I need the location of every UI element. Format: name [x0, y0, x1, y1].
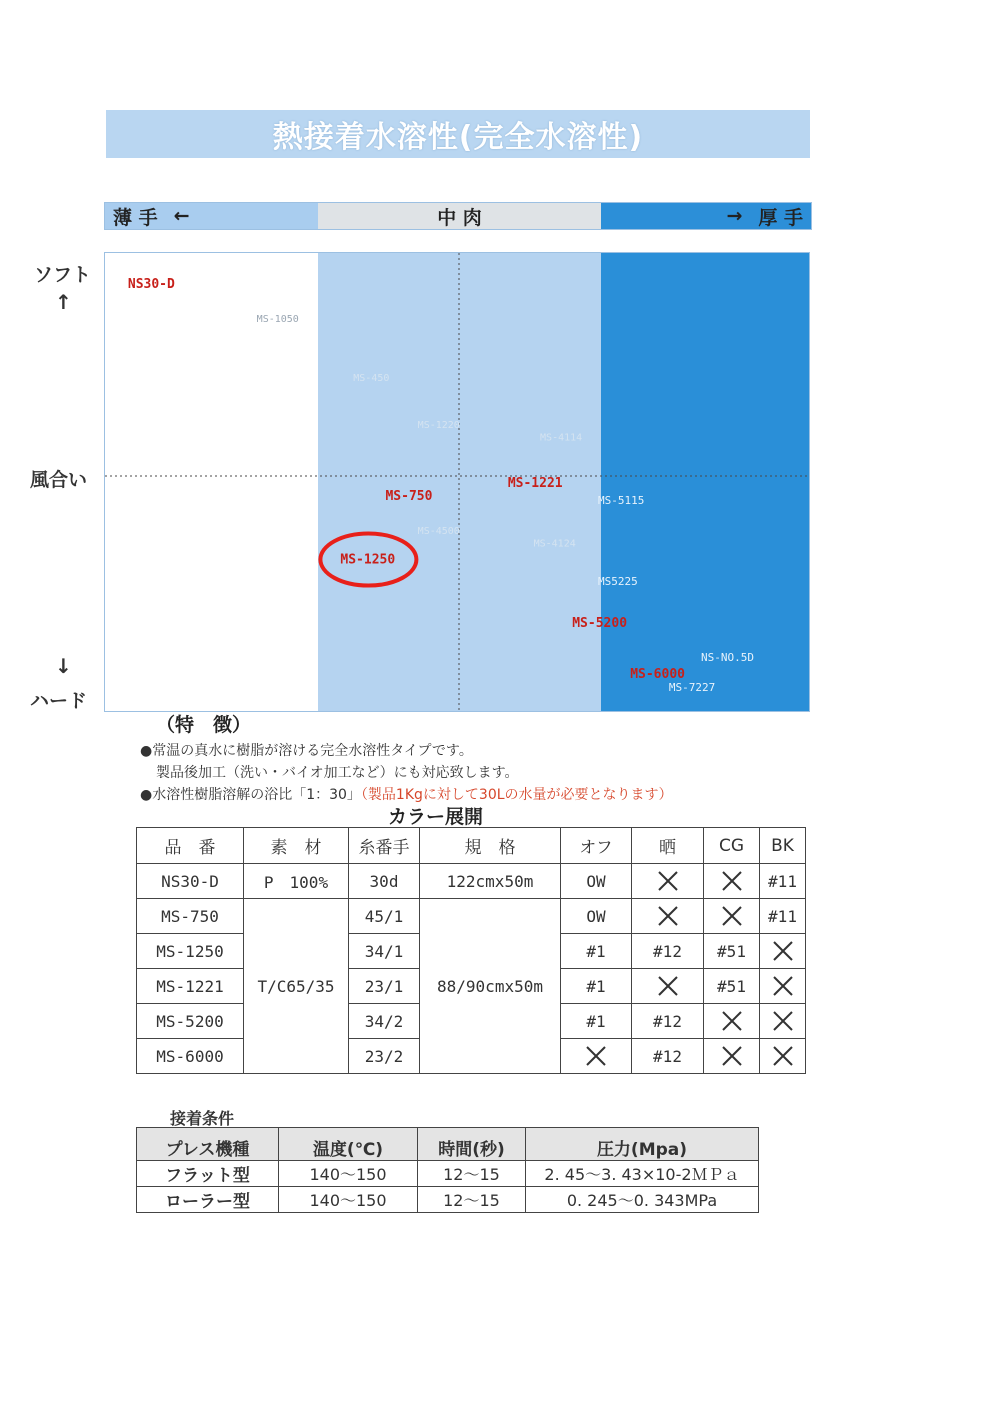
point-label: MS-4114: [540, 432, 583, 444]
bond-table-header: [137, 1128, 759, 1161]
x-mark-icon: [772, 1045, 794, 1067]
up-arrow-icon: ↑: [55, 290, 72, 314]
point-label: NS-NO.5D: [701, 651, 755, 665]
cell-bk: #11: [760, 864, 806, 899]
cell-press-type: フラット型: [137, 1161, 279, 1187]
cell-cg: [704, 864, 760, 899]
bond-table-title: 接着条件: [170, 1109, 235, 1128]
point-label: MS-4124: [533, 538, 576, 550]
cell-time: 12〜15: [418, 1161, 526, 1187]
features-title: （特 徴）: [156, 714, 252, 736]
thick-segment: [601, 203, 811, 229]
header-press-type: プレス機種: [137, 1128, 279, 1161]
cell-code: MS-750: [137, 899, 244, 934]
page-title: 熱接着水溶性(完全水溶性): [272, 120, 644, 155]
hard-label: ハード: [30, 690, 88, 712]
header-yarn: 糸番手: [349, 828, 420, 864]
point-label: MS-6000: [630, 667, 685, 683]
cell-temperature: 140〜150: [279, 1161, 418, 1187]
cell-yarn: 45/1: [349, 899, 420, 934]
point-label: MS-7227: [668, 680, 716, 694]
x-mark-icon: [657, 905, 679, 927]
color-table-title: カラー展開: [388, 806, 484, 828]
x-mark-icon: [721, 905, 743, 927]
cell-bleach: [632, 969, 704, 1004]
cell-bleach: #12: [632, 1004, 704, 1039]
feature-line-2: 製品後加工（洗い・バイオ加工など）にも対応致します。: [156, 765, 519, 781]
cell-code: MS-1250: [137, 934, 244, 969]
x-mark-icon: [585, 1045, 607, 1067]
table-row: [137, 1161, 759, 1187]
x-mark-icon: [657, 870, 679, 892]
cell-time: 12〜15: [418, 1187, 526, 1213]
cell-pressure: 2. 45〜3. 43×10-2ＭＰａ: [526, 1161, 759, 1187]
cell-off: OW: [561, 899, 632, 934]
cell-off: #1: [561, 969, 632, 1004]
table-row: [137, 899, 806, 934]
cell-press-type: ローラー型: [137, 1187, 279, 1213]
dark-zone: [601, 253, 809, 711]
hand-feel-label: 風合い: [30, 469, 88, 491]
point-label: MS-450: [353, 373, 390, 385]
thick-label: 厚 手: [758, 206, 803, 229]
thickness-scale-bar: [104, 202, 812, 230]
cell-cg: [704, 1004, 760, 1039]
color-table: [136, 827, 806, 1074]
table-row: [137, 1187, 759, 1213]
point-label: MS-5115: [598, 494, 645, 508]
x-mark-icon: [657, 975, 679, 997]
soft-label: ソフト: [34, 264, 92, 286]
cell-spec-merged: 88/90cmx50m: [420, 899, 561, 1074]
thin-segment: [105, 203, 318, 229]
cell-bk: [760, 969, 806, 1004]
bond-conditions-table: [136, 1127, 759, 1213]
header-material: 素 材: [244, 828, 349, 864]
cell-off: #1: [561, 934, 632, 969]
cell-temperature: 140〜150: [279, 1187, 418, 1213]
feature-line-3-note: （製品1Kgに対して30Lの水量が必要となります）: [360, 787, 673, 803]
cell-cg: #51: [704, 969, 760, 1004]
cell-material-merged: T/C65/35: [244, 899, 349, 1074]
cell-yarn: 34/1: [349, 934, 420, 969]
x-mark-icon: [721, 1010, 743, 1032]
point-label: MS-750: [385, 488, 433, 504]
cell-bleach: [632, 864, 704, 899]
point-label: MS5225: [598, 574, 638, 588]
left-arrow-icon: ←: [173, 205, 190, 227]
header-bk: BK: [760, 828, 806, 864]
header-bleach: 晒: [632, 828, 704, 864]
point-label: MS-4500: [417, 525, 460, 537]
cell-bleach: [632, 899, 704, 934]
x-mark-icon: [772, 940, 794, 962]
cell-yarn: 23/2: [349, 1039, 420, 1074]
table-row: [137, 864, 806, 899]
feature-line-3: [140, 784, 673, 804]
point-label: MS-5200: [572, 616, 628, 632]
cell-bk: [760, 934, 806, 969]
feature-line-3-main: ●水溶性樹脂溶解の浴比「1：30」: [140, 787, 361, 803]
down-arrow-icon: ↓: [55, 654, 72, 678]
header-temperature: 温度(℃): [279, 1128, 418, 1161]
cell-bleach: #12: [632, 934, 704, 969]
thin-label: 薄 手: [113, 206, 158, 229]
point-label: MS-1050: [256, 313, 299, 325]
cell-spec: 122cmx50m: [420, 864, 561, 899]
cell-off: #1: [561, 1004, 632, 1039]
header-time: 時間(秒): [418, 1128, 526, 1161]
cell-bk: [760, 1039, 806, 1074]
header-off: オフ: [561, 828, 632, 864]
point-label: NS30-D: [127, 276, 175, 292]
header-code: 品 番: [137, 828, 244, 864]
cell-bk: [760, 1004, 806, 1039]
cell-bleach: #12: [632, 1039, 704, 1074]
cell-code: MS-5200: [137, 1004, 244, 1039]
cell-material: P 100%: [244, 864, 349, 899]
x-mark-icon: [772, 975, 794, 997]
cell-yarn: 30d: [349, 864, 420, 899]
color-table-header: [137, 828, 806, 864]
point-label: MS-1221: [507, 476, 563, 492]
chart-canvas: [105, 253, 809, 711]
x-mark-icon: [721, 1045, 743, 1067]
cell-cg: [704, 899, 760, 934]
cell-cg: [704, 1039, 760, 1074]
cell-off: [561, 1039, 632, 1074]
feature-line-1: ●常温の真水に樹脂が溶ける完全水溶性タイプです。: [140, 743, 473, 759]
cell-off: OW: [561, 864, 632, 899]
cell-code: NS30-D: [137, 864, 244, 899]
x-mark-icon: [772, 1010, 794, 1032]
cell-yarn: 23/1: [349, 969, 420, 1004]
cell-bk: #11: [760, 899, 806, 934]
point-label: MS-1250: [340, 552, 396, 568]
point-label: MS-1220: [417, 419, 460, 431]
header-pressure: 圧力(Mpa): [526, 1128, 759, 1161]
cell-pressure: 0. 245〜0. 343MPa: [526, 1187, 759, 1213]
cell-code: MS-1221: [137, 969, 244, 1004]
cell-code: MS-6000: [137, 1039, 244, 1074]
header-spec: 規 格: [420, 828, 561, 864]
x-mark-icon: [721, 870, 743, 892]
medium-label: 中 肉: [437, 206, 482, 229]
medium-segment: [318, 203, 601, 229]
cell-yarn: 34/2: [349, 1004, 420, 1039]
cell-cg: #51: [704, 934, 760, 969]
positioning-chart: [104, 252, 810, 712]
right-arrow-icon: →: [726, 205, 743, 227]
header-cg: CG: [704, 828, 760, 864]
title-banner: [106, 110, 810, 158]
